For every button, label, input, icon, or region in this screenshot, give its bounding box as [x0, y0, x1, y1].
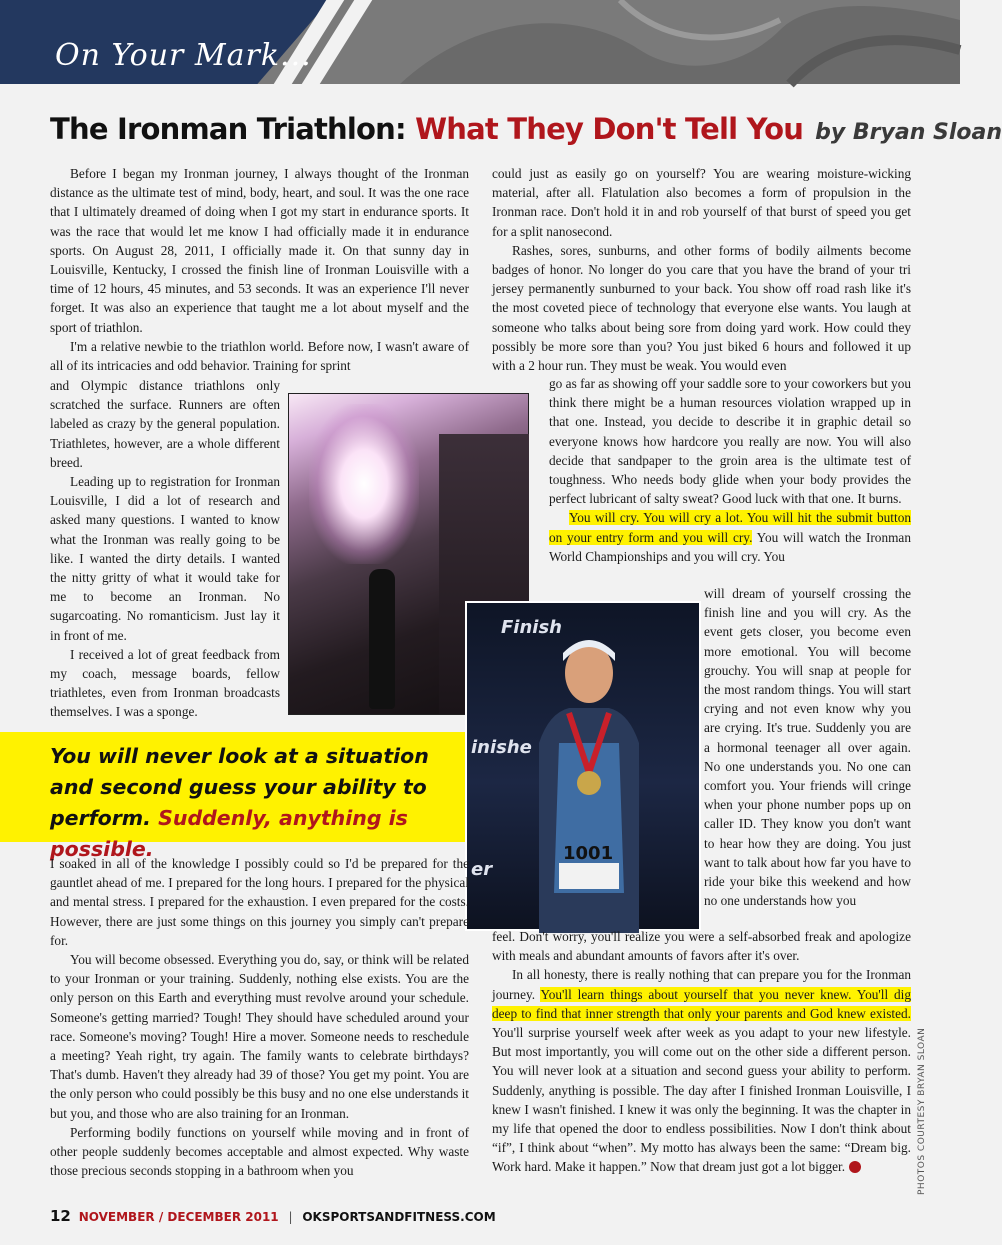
article-title	[50, 112, 1002, 146]
paragraph	[549, 508, 911, 566]
byline: by Bryan Sloan	[815, 120, 1002, 145]
column-1-bottom	[50, 854, 469, 1180]
paragraph: Performing bodily functions on yourself while moving and in front of other people suddenly becomes acceptable and almost expected. Why waste those precious seconds stopping in a bathroom when you	[50, 1124, 469, 1179]
paragraph: I received a lot of great feedback from my coach, message boards, fellow triathletes, even from Ironman broadcasts themselves. I was a sponge.	[50, 646, 280, 720]
pull-quote-text: You will never look at a situation and second guess your ability to perform.	[50, 744, 429, 830]
column-1-top	[50, 164, 469, 375]
paragraph: Rashes, sores, sunburns, and other forms of bodily ailments become badges of honor. No longer do you care that you have the brand of your tri jersey permanently sunburned to your back. You show off road rash like it's the most coveted piece of technology that everyone else wants. You laugh at someone who talks about being sore from doing yard work. How could they possibly be more sore than you? You just biked 6 hours and followed it up with a 2 hour run. They must be weak. You would even	[492, 242, 911, 374]
column-2-narrow	[704, 584, 911, 910]
column-2-mid	[549, 374, 911, 566]
section-kicker: On Your Mark...	[55, 38, 312, 73]
column-1-narrow	[50, 376, 280, 722]
page-header	[0, 0, 960, 84]
paragraph: could just as easily go on yourself? You are wearing moisture-wicking material, after all. Flatulation also becomes a form of propulsion in the Ironman race. Don't hold it in and rob yourself of that burst of speed you get for a split nanosecond.	[492, 166, 911, 239]
title-accent: What They Don't Tell You	[415, 112, 804, 146]
column-2-top	[492, 164, 911, 375]
site-link[interactable]: OKSPORTSANDFITNESS.COM	[302, 1210, 496, 1224]
banner-text: er	[471, 859, 493, 880]
end-mark-icon	[849, 1161, 861, 1173]
paragraph	[492, 965, 911, 1176]
race-bib: 1001	[563, 843, 614, 864]
paragraph: I'm a relative newbie to the triathlon world. Before now, I wasn't aware of all of its intricacies and odd behavior. Training for sprint	[50, 338, 469, 374]
footer-separator: |	[288, 1210, 293, 1224]
paragraph: and Olympic distance triathlons only scratched the surface. Runners are often labeled as crazy by the general population. Triathletes, however, are a whole different breed.	[50, 378, 280, 470]
runner-silhouette	[369, 569, 395, 709]
paragraph: go as far as showing off your saddle sore to your coworkers but you think there might be a human resources violation wrapped up in that one. Instead, you decide to describe it in graphic detail so everyone knows how hardcore you really are now. You will also decide that sandpaper to the groin area is the ultimate test of toughness. Who needs body glide when your body provides the perfect lubricant of salty sweat? Good luck with that one. It burns.	[549, 376, 911, 507]
paragraph: I soaked in all of the knowledge I possibly could so I'd be prepared for the gauntlet ahead of me. I prepared for the long hours. I prepared for the physical and mental stress. I prepared for the exhaustion. I even prepared for the costs. However, there are just some things on this journey you simply can't prepare for.	[50, 856, 469, 948]
paragraph: You will become obsessed. Everything you do, say, or think will be related to your Ironman or your training. Suddenly, nothing else exists. You are the only person on this Earth and everything must revolve around your schedule. Someone's getting married? Tough! They should have scheduled around your race. Someone's moving? Tough! Hire a mover. Someone needs to reschedule a meeting? Yeah right, try again. The family wants to celebrate birthdays? That's dumb. Haven't they already had 39 of those? You get my point. You are the only person who could possibly be this busy and no one else understands it but you, and those who are also training for an Ironman.	[50, 952, 469, 1121]
text: In all honesty, there is really nothing that can prepare you for the Ironman journey.	[492, 967, 911, 1002]
paragraph: Before I began my Ironman journey, I always thought of the Ironman distance as the ultimate test of mind, body, heart, and soul. It was the one race that I ultimately dreamed of doing when I got my start in endurance sports. It was the race that would let me know I had officially made it in endurance sports. On August 28, 2011, I officially made it. On that sunny day in Louisville, Kentucky, I crossed the finish line of Ironman Louisville with a time of 12 hours, 45 minutes, and 53 seconds. It was an experience I'll never forget. It was also an experience that taught me a lot about myself and the sport of triathlon.	[50, 166, 469, 335]
pull-quote	[0, 732, 465, 861]
text: You will watch the Ironman World Championships and you will cry. You	[549, 529, 911, 564]
finisher-photo	[465, 601, 701, 931]
paragraph: feel. Don't worry, you'll realize you were a self-absorbed freak and apologize with meals and abundant amounts of favors after it's over.	[492, 929, 911, 964]
issue-date: NOVEMBER / DECEMBER 2011	[78, 1210, 279, 1224]
header-swirl-ornament	[360, 0, 960, 84]
pull-quote-accent: Suddenly, anything is possible.	[50, 806, 408, 861]
page-footer	[50, 1207, 496, 1225]
athlete-figure	[529, 633, 649, 933]
page-number: 12	[50, 1207, 71, 1225]
title-main: The Ironman Triathlon:	[50, 112, 406, 146]
column-2-bottom	[492, 927, 911, 1177]
photo-credit: PHOTOS COURTESY BRYAN SLOAN	[917, 1027, 927, 1195]
text: You'll surprise yourself week after week as you adapt to your new lifestyle. But most importantly, you will come out on the other side a different person. You will never look at a situation and second guess your ability to perform. Suddenly, anything is possible. The day after I finished Ironman Louisville, I knew I wasn't finished. I knew it was only the beginning. It was the chapter in my life that opened the door to endless possibilities. Now I don't think about “if”, I think about “when”. My motto has always been the same: “Dream big. Work hard. Make it happen.” Now that dream just got a lot bigger.	[492, 1025, 911, 1175]
banner-text: Finish	[501, 617, 562, 638]
highlighted-text: You'll learn things about yourself that you never knew. You'll dig deep to find that inner strength that only your parents and God knew existed.	[492, 986, 911, 1021]
stage-light	[309, 404, 419, 564]
banner-text: inishe	[471, 737, 532, 758]
paragraph: will dream of yourself crossing the finish line and you will cry. As the event gets closer, you become even more emotional. You will become grouchy. You will snap at people for the most random things. You will start crying and not even know why you are crying. It's true. Suddenly you are a hormonal teenager all over again. No one understands you. No one can comfort you. Your friends will cringe when your phone number pops up on caller ID. They know you don't want to hear how they are doing. You just want to talk about how far you have to ride your bike this weekend and how no one understands how you	[704, 586, 911, 909]
highlighted-text: You will cry. You will cry a lot. You will hit the submit button on your entry form and you will cry.	[549, 510, 911, 545]
paragraph: Leading up to registration for Ironman Louisville, I did a lot of research and asked many questions. I wanted to know what the Ironman was really going to be like. I wanted the dirty details. I wanted the nitty gritty of what it would take for me to become an Ironman. No sugarcoating. No romanticism. Just lay it in front of me.	[50, 474, 280, 643]
